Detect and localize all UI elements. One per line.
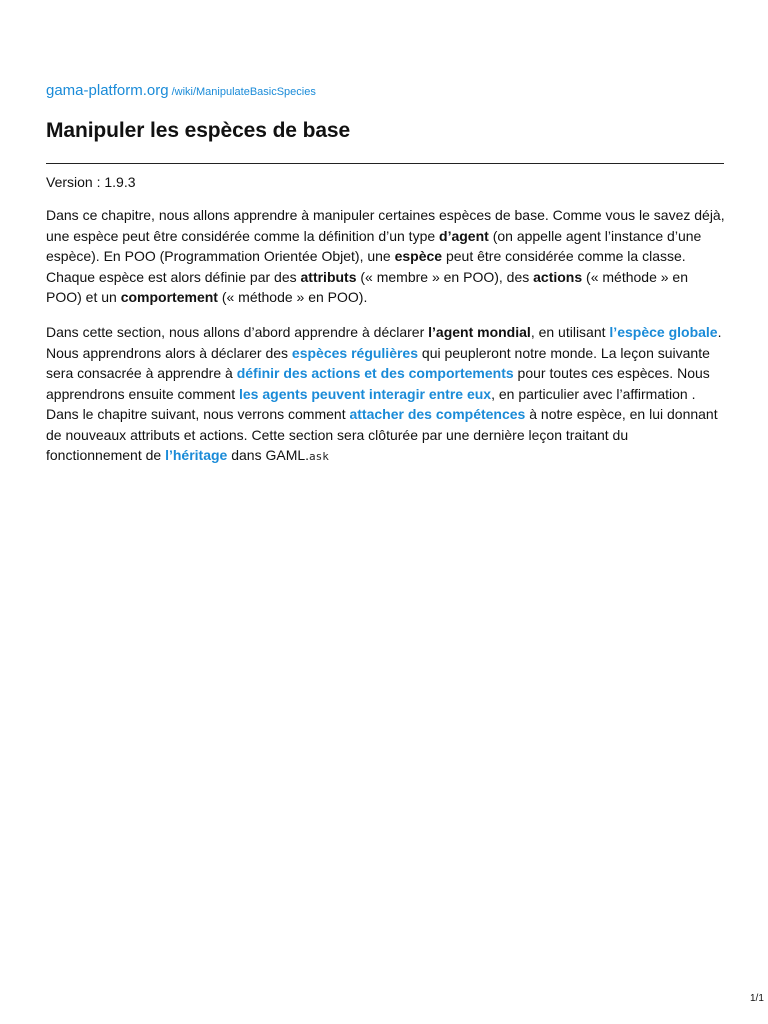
text-run: (« méthode » en POO) et un	[46, 268, 688, 305]
link-espece-globale[interactable]: l’espèce globale	[609, 324, 718, 340]
page-number: 1/1	[750, 993, 764, 1004]
text-run: . Nous apprendrons alors à déclarer des	[46, 324, 722, 361]
bold-term-espece: espèce	[394, 248, 443, 264]
text-run: peut être considérée comme la classe. Chaque espèce est alors définie par des	[46, 248, 686, 285]
bold-term-agent-mondial: l’agent mondial	[428, 324, 531, 340]
bold-term-agent: d’agent	[439, 227, 489, 244]
text-run: (on appelle agent l’instance d’une espèce). En POO (Programmation Orientée Objet), une	[46, 227, 702, 264]
text-run: pour toutes ces espèces. Nous apprendrons ensuite comment	[46, 365, 710, 402]
text-run: (« méthode » en POO).	[217, 289, 368, 305]
link-heritage[interactable]: l’héritage	[165, 447, 228, 463]
source-url	[46, 82, 316, 100]
source-path-link[interactable]: /wiki/ManipulateBasicSpecies	[171, 86, 316, 98]
inline-code-ask: ask	[309, 450, 329, 463]
section-paragraph	[46, 322, 726, 468]
title-divider	[46, 163, 724, 164]
link-definir-actions[interactable]: définir des actions et des comportements	[236, 365, 514, 381]
text-run: Dans cette section, nous allons d’abord apprendre à déclarer	[46, 324, 429, 340]
link-agents-interagir[interactable]: les agents peuvent interagir entre eux	[239, 385, 492, 402]
source-domain-link[interactable]: gama-platform.org	[46, 82, 169, 99]
text-run: (« membre » en POO), des	[356, 268, 534, 285]
intro-paragraph	[46, 205, 726, 308]
text-run: , en particulier avec l’affirmation . Dans le chapitre suivant, nous verrons comment	[46, 385, 696, 422]
bold-term-actions: actions	[533, 268, 583, 285]
link-attacher-competences[interactable]: attacher des compétences	[349, 406, 526, 422]
bold-term-comportement: comportement	[120, 289, 218, 305]
text-run: Dans ce chapitre, nous allons apprendre à manipuler certaines espèces de base. Comme vous le savez déjà, une espèce peut être considérée comme la définition d’un type	[46, 207, 725, 244]
text-run: , en utilisant	[530, 324, 610, 340]
page-title: Manipuler les espèces de base	[46, 119, 351, 142]
link-especes-regulieres[interactable]: espèces régulières	[291, 344, 419, 361]
text-run: dans GAML.	[227, 447, 310, 463]
version-label: Version : 1.9.3	[46, 174, 136, 190]
bold-term-attributs: attributs	[300, 268, 357, 285]
text-run: qui peupleront notre monde. La leçon suivante sera consacrée à apprendre à	[46, 344, 710, 381]
text-run: à notre espèce, en lui donnant de nouveaux attributs et actions. Cette section sera clôturée par une dernière leçon traitant du fonctionnement de	[46, 406, 718, 463]
